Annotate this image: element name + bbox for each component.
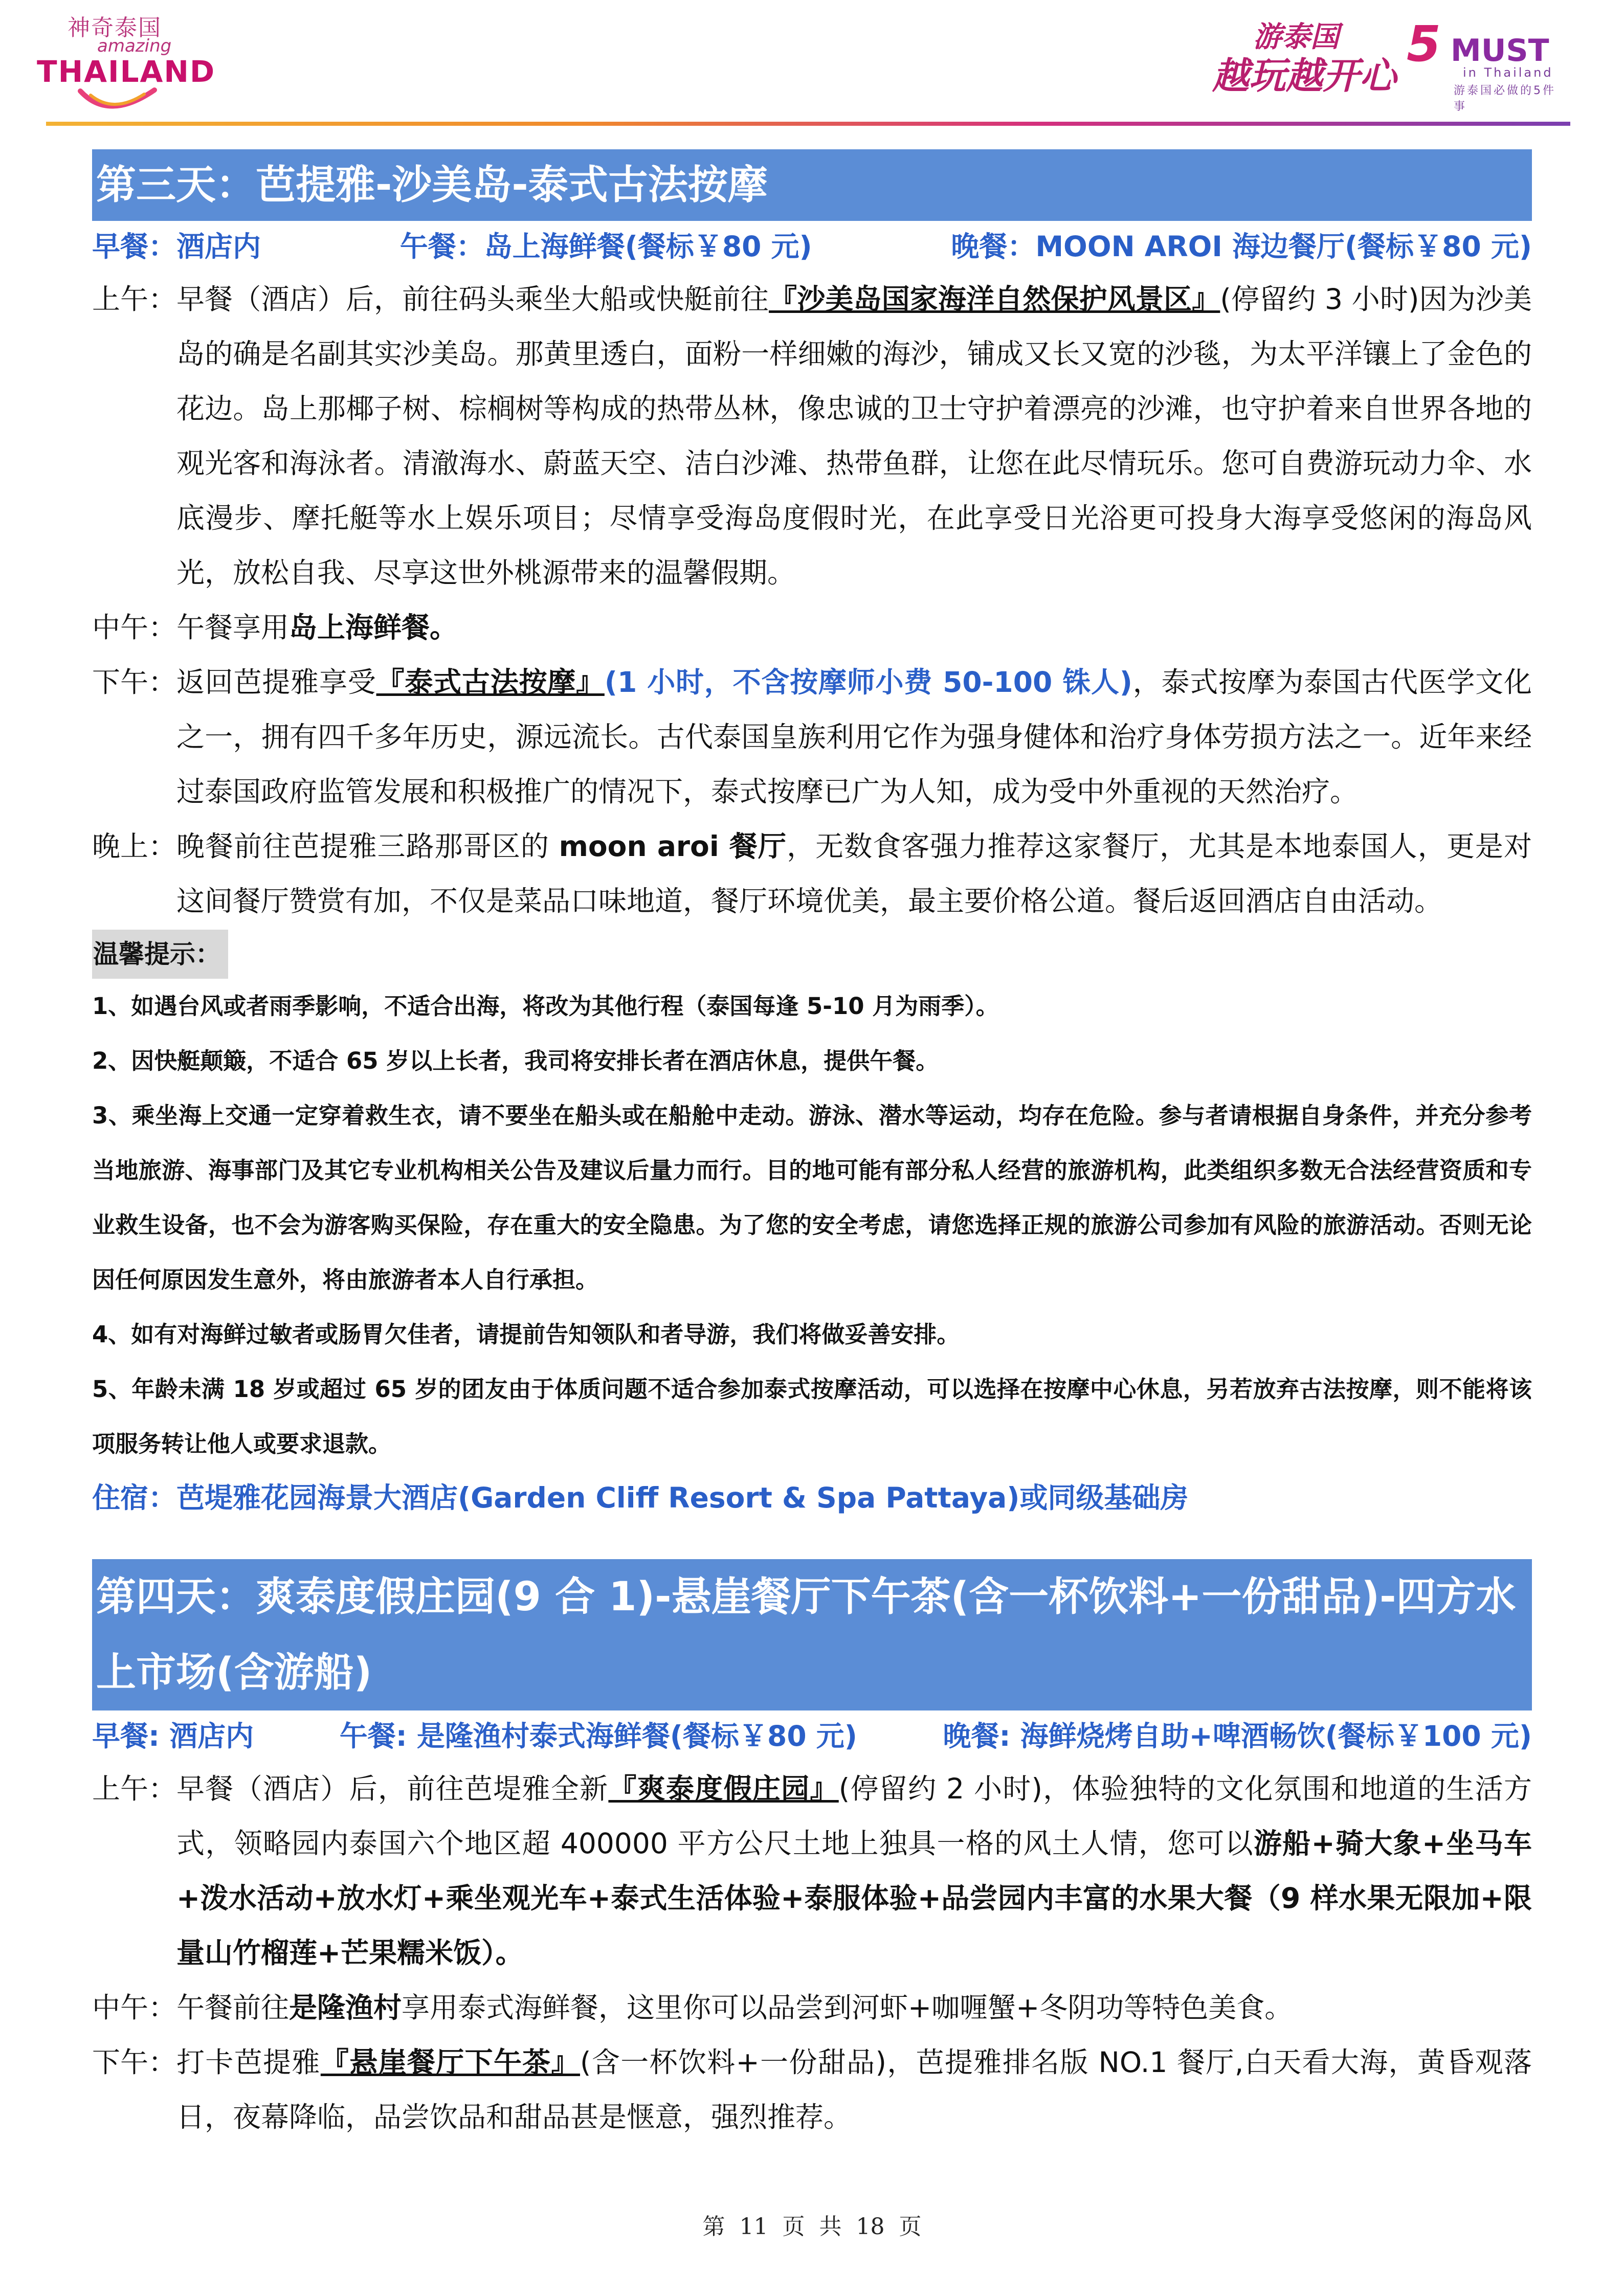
day3-afternoon-highlight: 『泰式古法按摩』	[376, 666, 605, 699]
day3-meals	[92, 221, 1532, 272]
footer-label-1: 第	[702, 2214, 725, 2240]
day4-morning-highlight: 『爽泰度假庄园』	[608, 1772, 839, 1805]
day3-lunch: 午餐：岛上海鲜餐(餐标￥80 元)	[399, 230, 812, 263]
day4-noon-label: 中午：	[92, 1991, 177, 2024]
page-footer	[0, 2208, 1624, 2241]
day3-lodging: 住宿：芭堤雅花园海景大酒店(Garden Cliff Resort & Spa Pattaya)或同级基础房	[92, 1481, 1189, 1514]
tip-item: 2、因快艇颠簸，不适合 65 岁以上长者，我司将安排长者在酒店休息，提供午餐。	[92, 1047, 939, 1074]
day3-evening-highlight: moon aroi 餐厅	[559, 830, 787, 863]
day4-morning-activities: 游船+骑大象+坐马车+泼水活动+放水灯+乘坐观光车+泰式生活体验+泰服体验+品尝园内丰富的水果大餐（9 样水果无限加+限量山竹榴莲+芒果糯米饭）。	[176, 1827, 1532, 1969]
must-digit: 5	[1407, 15, 1441, 73]
day4-noon-highlight: 是隆渔村	[289, 1991, 402, 2024]
day3-breakfast: 早餐：酒店内	[92, 230, 261, 263]
day3-afternoon-note: (1 小时，不含按摩师小费 50-100 铢人)	[604, 666, 1132, 699]
logo-amazing-text: amazing	[97, 36, 172, 56]
footer-label-3: 共	[819, 2214, 842, 2240]
amazing-thailand-logo	[37, 9, 216, 111]
day4-breakfast: 早餐: 酒店内	[92, 1720, 254, 1752]
day4-morning-text-2: (停留约 2 小时)，体验独特的文化氛围和地道的生活方式，领略园内泰国六个地区超 400000 平方公尺土地上独具一格的风土人情，您可以	[176, 1772, 1532, 1860]
page-current: 11	[739, 2214, 768, 2240]
tips-heading: 温馨提示：	[92, 930, 228, 979]
logo-thailand-text: THAILAND	[37, 54, 216, 89]
day3-evening-text-1: 晚餐前往芭提雅三路那哥区的	[176, 830, 559, 863]
day3-afternoon-label: 下午：	[92, 666, 177, 699]
slogan-logo	[1212, 14, 1396, 101]
logo-chinese-text: 神奇泰国	[68, 15, 162, 41]
tip-item: 4、如有对海鲜过敏者或肠胃欠佳者，请提前告知领队和者导游，我们将做妥善安排。	[92, 1321, 960, 1348]
day3-noon-highlight: 岛上海鲜餐。	[289, 611, 458, 644]
day3-evening	[92, 819, 1532, 929]
tip-item: 5、年龄未满 18 岁或超过 65 岁的团友由于体质问题不适合参加泰式按摩活动，可以选择在按摩中心休息，另若放弃古法按摩，则不能将该项服务转让他人或要求退款。	[92, 1376, 1532, 1457]
day4-noon-text-1: 午餐前往	[176, 1991, 290, 2024]
day3-morning-label: 上午：	[92, 283, 177, 316]
day4-morning-text	[176, 1762, 1532, 1980]
day3-noon	[92, 600, 1532, 655]
day4-morning-label: 上午：	[92, 1772, 177, 1805]
itinerary-content	[92, 149, 1532, 2145]
day3-title: 第三天：芭提雅-沙美岛-泰式古法按摩	[92, 149, 1532, 221]
must-subtitle: in Thailand	[1463, 65, 1553, 80]
day3-noon-text	[176, 600, 1532, 655]
day4-dinner: 晚餐: 海鲜烧烤自助+啤酒畅饮(餐标￥100 元)	[943, 1720, 1532, 1752]
tip-item: 1、如遇台风或者雨季影响，不适合出海，将改为其他行程（泰国每逢 5-10 月为雨季）。	[92, 993, 999, 1020]
page-header	[0, 0, 1624, 133]
slogan-line-2: 越玩越开心	[1212, 54, 1397, 97]
day3-dinner: 晚餐：MOON AROI 海边餐厅(餐标￥80 元)	[951, 230, 1532, 263]
logo-swoosh-icon	[78, 86, 160, 117]
day4-afternoon-label: 下午：	[92, 2046, 177, 2079]
day3-morning-highlight: 『沙美岛国家海洋自然保护风景区』	[769, 283, 1220, 316]
5-must-logo	[1407, 15, 1560, 113]
must-word: MUST	[1451, 33, 1549, 69]
day4-afternoon-text-2: (含一杯饮料+一份甜品)，芭提雅排名版 NO.1 餐厅,白天看大海，黄昏观落日，夜幕降临，品尝饮品和甜品甚是惬意，强烈推荐。	[176, 2046, 1532, 2133]
must-chinese-caption: 游泰国必做的5件事	[1454, 84, 1556, 113]
day3-evening-text-2: ，无数食客强力推荐这家餐厅，尤其是本地泰国人，更是对这间餐厅赞赏有加，不仅是菜品口味地道，餐厅环境优美，最主要价格公道。餐后返回酒店自由活动。	[176, 830, 1532, 917]
day3-afternoon-text-1: 返回芭提雅享受	[176, 666, 376, 699]
day4-noon	[92, 1980, 1532, 2035]
day4-noon-text-2: 享用泰式海鲜餐，这里你可以品尝到河虾+咖喱蟹+冬阴功等特色美食。	[402, 1991, 1293, 2024]
footer-label-4: 页	[899, 2214, 922, 2240]
day3-morning-text	[176, 272, 1532, 600]
tip-item: 3、乘坐海上交通一定穿着救生衣，请不要坐在船头或在船舱中走动。游泳、潜水等运动，均存在危险。参与者请根据自身条件，并充分参考当地旅游、海事部门及其它专业机构相关公告及建议后量力而行。目的地可能有部分私人经营的旅游机构，此类组织多数无合法经营资质和专业救生设备，也不会为游客购买保险，存在重大的安全隐患。为了您的安全考虑，请您选择正规的旅游公司参加有风险的旅游活动。否则无论因任何原因发生意外，将由旅游者本人自行承担。	[92, 1102, 1532, 1293]
day3-afternoon-text	[176, 655, 1532, 819]
day3-morning-text-2: (停留约 3 小时)因为沙美岛的确是名副其实沙美岛。那黄里透白，面粉一样细嫩的海沙，铺成又长又宽的沙毯，为太平洋镶上了金色的花边。岛上那椰子树、棕榈树等构成的热带丛林，像忠诚的卫士守护着漂亮的沙滩，也守护着来自世界各地的观光客和海泳者。清澈海水、蔚蓝天空、洁白沙滩、热带鱼群，让您在此尽情玩乐。您可自费游玩动力伞、水底漫步、摩托艇等水上娱乐项目；尽情享受海岛度假时光，在此享受日光浴更可投身大海享受悠闲的海岛风光，放松自我、尽享这世外桃源带来的温馨假期。	[176, 283, 1532, 589]
day3-afternoon	[92, 655, 1532, 819]
footer-label-2: 页	[782, 2214, 805, 2240]
day3-afternoon-text-2: ，泰式按摩为泰国古代医学文化之一，拥有四千多年历史，源远流长。古代泰国皇族利用它作为强身健体和治疗身体劳损方法之一。近年来经过泰国政府监管发展和积极推广的情况下，泰式按摩已广为人知，成为受中外重视的天然治疗。	[176, 666, 1532, 808]
slogan-line-1: 游泰国	[1253, 20, 1339, 54]
day3-morning	[92, 272, 1532, 600]
day3-evening-label: 晚上：	[92, 830, 177, 863]
day4-afternoon-highlight: 『悬崖餐厅下午茶』	[320, 2046, 581, 2079]
day3-noon-label: 中午：	[92, 611, 177, 644]
day4-title: 第四天：爽泰度假庄园(9 合 1)-悬崖餐厅下午茶(含一杯饮料+一份甜品)-四方水上市场(含游船)	[92, 1559, 1532, 1710]
day4-meals	[92, 1710, 1532, 1762]
header-divider	[46, 122, 1570, 126]
section-gap	[92, 1523, 1532, 1559]
day4-noon-text	[176, 1980, 1532, 2035]
day3-morning-text-1: 早餐（酒店）后，前往码头乘坐大船或快艇前往	[176, 283, 769, 316]
day4-lunch: 午餐: 是隆渔村泰式海鲜餐(餐标￥80 元)	[339, 1720, 857, 1752]
day4-morning	[92, 1762, 1532, 1980]
day4-afternoon-text-1: 打卡芭提雅	[176, 2046, 321, 2079]
page-total: 18	[856, 2214, 885, 2240]
day4-morning-text-1: 早餐（酒店）后，前往芭堤雅全新	[176, 1772, 609, 1805]
day4-afternoon	[92, 2035, 1532, 2145]
day3-evening-text	[176, 819, 1532, 929]
day4-afternoon-text	[176, 2035, 1532, 2145]
day3-noon-text-1: 午餐享用	[176, 611, 290, 644]
